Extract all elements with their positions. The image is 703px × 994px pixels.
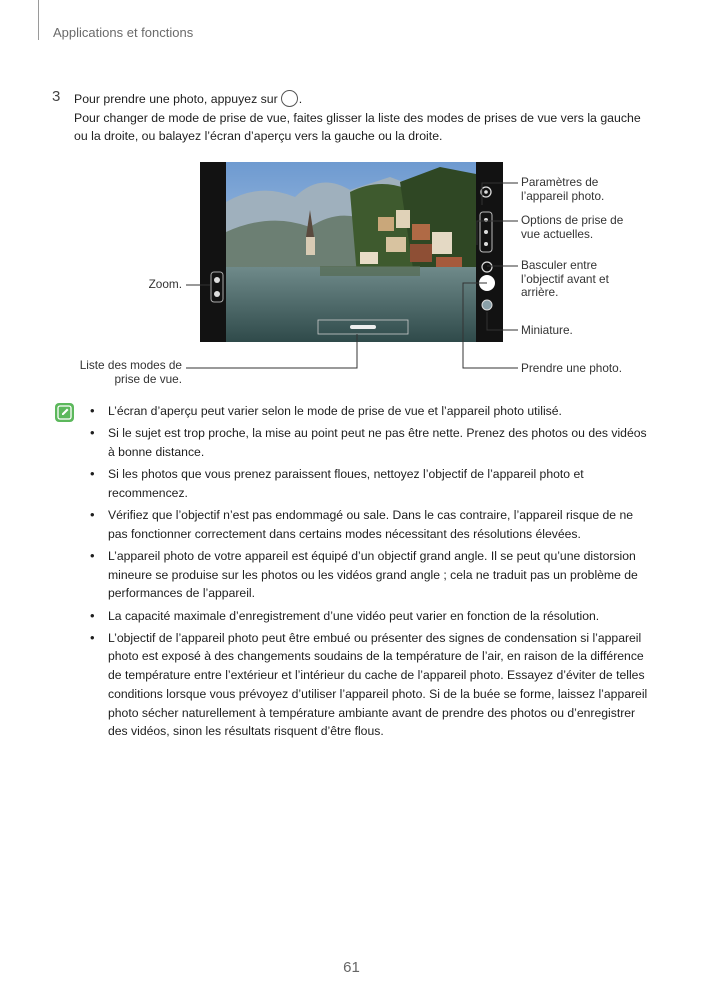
callout-zoom: Zoom. xyxy=(148,277,182,291)
callout-switch-camera: Basculer entre l’objectif avant et arrière. xyxy=(521,258,609,299)
list-item: • L’appareil photo de votre appareil est équipé d’un objectif grand angle. Il se peut qu’une distorsion mineure se produise sur les photos ou les vidéos grand angle ; cela ne traduit pas un problème de performances de l’appareil. xyxy=(90,547,652,603)
step-instruction xyxy=(74,90,302,107)
camera-preview-image xyxy=(200,162,503,342)
callout-settings: Paramètres de l’appareil photo. xyxy=(521,175,605,203)
section-title: Applications et fonctions xyxy=(53,25,194,40)
list-item: • Si les photos que vous prenez paraissent floues, nettoyez l’objectif de l’appareil photo et recommencez. xyxy=(90,465,652,502)
step-description: Pour changer de mode de prise de vue, faites glisser la liste des modes de prises de vue vers la gauche ou la droite, ou balayez l’écran d’aperçu vers la gauche ou la droite. xyxy=(74,111,641,143)
step-number: 3 xyxy=(52,88,61,105)
callout-capture: Prendre une photo. xyxy=(521,361,623,375)
callout-options: Options de prise de vue actuelles. xyxy=(521,213,624,241)
note-pencil-icon xyxy=(55,403,74,422)
list-item: • L’écran d’aperçu peut varier selon le mode de prise de vue et l’appareil photo utilisé. xyxy=(90,402,652,421)
callout-shooting-modes: Liste des modes de prise de vue. xyxy=(79,358,182,386)
step-text-after: . xyxy=(298,92,303,106)
list-item: • Si le sujet est trop proche, la mise au point peut ne pas être nette. Prenez des photos ou des vidéos à bonne distance. xyxy=(90,424,652,461)
step-text-before: Pour prendre une photo, appuyez sur xyxy=(74,92,278,106)
camera-preview-screen xyxy=(200,162,503,342)
shutter-button-icon xyxy=(281,90,298,107)
header-rule xyxy=(38,0,39,40)
list-item: • L’objectif de l’appareil photo peut être embué ou présenter des signes de condensation si l’appareil photo est exposé à des changements soudains de la température de l’air, en raison de la différence de température entre l’extérieur et l’intérieur du cache de l’appareil photo. Essayez d’éviter de telles conditions lorsque vous prévoyez d’utiliser l’appareil photo. Si de la buée se forme, laissez l’appareil photo sécher naturellement à température ambiante avant de prendre des photos ou d’enregistrer des vidéos, sinon les résultats risquent d’être flous. xyxy=(90,629,652,741)
callout-thumbnail: Miniature. xyxy=(521,323,573,337)
note-list xyxy=(90,402,652,744)
list-item: • Vérifiez que l’objectif n’est pas endommagé ou sale. Dans le cas contraire, l’appareil risque de ne pas fonctionner correctement dans certains modes nécessitant des résolutions élevées. xyxy=(90,506,652,543)
page-number: 61 xyxy=(343,959,360,976)
thumbnail-preview[interactable] xyxy=(482,300,492,310)
shutter-button[interactable] xyxy=(479,275,495,291)
list-item: • La capacité maximale d’enregistrement d’une vidéo peut varier en fonction de la résolution. xyxy=(90,607,652,626)
